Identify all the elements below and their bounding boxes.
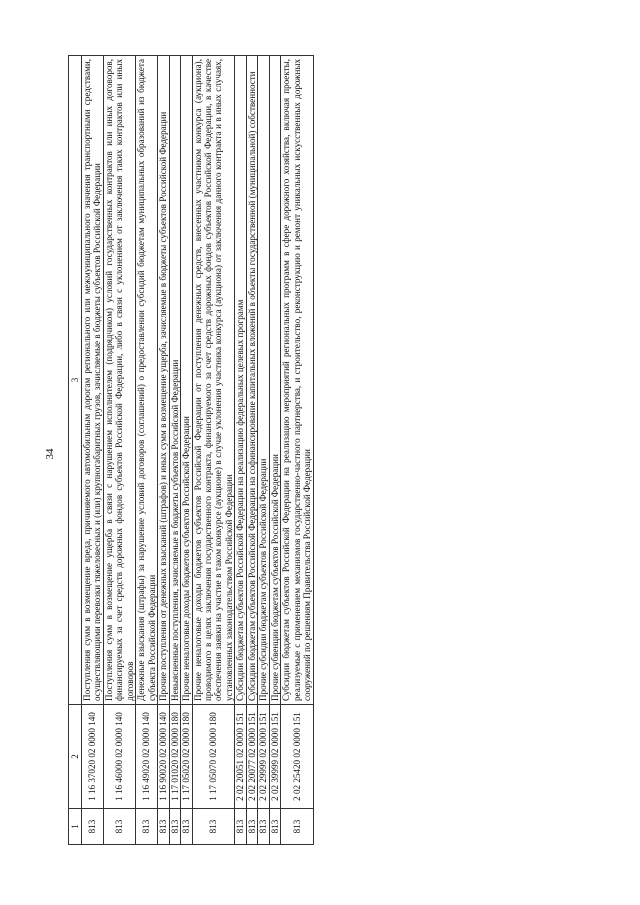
budget-code-cell: 2 02 39999 02 0000 151 [269, 705, 280, 809]
description-cell: Субсидии бюджетам субъектов Российской Федерации на реализацию мероприятий региональных программ в сфере дорожного хозяйства, включая проекты, реализуемые с применением механизмов государственно-частного партнерства, и строительство, реконструкцию и ремонт уникальных искусственных дорожных сооружений по решениям Правительства Российской Федерации [281, 56, 313, 705]
description-cell: Прочие неналоговые доходы бюджетов субъектов Российской Федерации [181, 56, 192, 705]
admin-code-cell: 813 [136, 809, 158, 845]
admin-code-cell: 813 [82, 809, 104, 845]
table-row [235, 56, 246, 845]
admin-code-cell: 813 [269, 809, 280, 845]
table-row [258, 56, 269, 845]
budget-code-cell: 1 16 90020 02 0000 140 [158, 705, 169, 809]
description-cell: Прочие субсидии бюджетам субъектов Российской Федерации [258, 56, 269, 705]
admin-code-cell: 813 [281, 809, 313, 845]
budget-code-cell: 2 02 20051 02 0000 151 [235, 705, 246, 809]
table-row [136, 56, 158, 845]
table-row [281, 56, 313, 845]
table-row [82, 56, 104, 845]
description-cell: Денежные взыскания (штрафы) за нарушение условий договоров (соглашений) о предоставлении субсидий бюджетам муниципальных образований из бюджета субъекта Российской Федерации [136, 56, 158, 705]
header-row [69, 56, 82, 845]
description-cell: Прочие поступления от денежных взысканий (штрафов) и иных сумм в возмещение ущерба, зачисляемые в бюджеты субъектов Российской Федерации [158, 56, 169, 705]
income-codes-table [68, 55, 314, 845]
table-row [158, 56, 169, 845]
budget-code-cell: 2 02 29999 02 0000 151 [258, 705, 269, 809]
description-cell: Поступления сумм в возмещение ущерба в связи с нарушением исполнителем (подрядчиком) условий государственных контрактов или иных договоров, финансируемых за счет средств дорожных фондов субъектов Российской Федерации, либо в связи с уклонением от заключения таких контрактов или иных договоров [103, 56, 135, 705]
table-row [192, 56, 235, 845]
admin-code-cell: 813 [169, 809, 180, 845]
description-cell: Прочие субвенции бюджетам субъектов Российской Федерации [269, 56, 280, 705]
column-header-1: 1 [69, 809, 82, 845]
admin-code-cell: 813 [192, 809, 235, 845]
admin-code-cell: 813 [181, 809, 192, 845]
column-header-3: 3 [69, 56, 82, 705]
budget-code-cell: 1 16 46000 02 0000 140 [103, 705, 135, 809]
description-cell: Субсидии бюджетам субъектов Российской Федерации на софинансирование капитальных вложений в объекты государственной (муниципальной) собственности [246, 56, 257, 705]
table-row [246, 56, 257, 845]
description-cell: Невыясненные поступления, зачисляемые в бюджеты субъектов Российской Федерации [169, 56, 180, 705]
budget-code-cell: 1 17 05020 02 0000 180 [181, 705, 192, 809]
page-number: 34 [44, 448, 56, 460]
budget-code-cell: 1 17 01020 02 0000 180 [169, 705, 180, 809]
admin-code-cell: 813 [258, 809, 269, 845]
description-cell: Прочие неналоговые доходы бюджетов субъектов Российской Федерации от поступления денежных средств, внесенных участником конкурса (аукциона), проводимого в целях заключения государственного контракта, финансируемого за счет средств дорожных фондов субъектов Российской Федерации, в качестве обеспечения заявки на участие в таком конкурсе (аукционе) в случае уклонения участника конкурса (аукциона) от заключения данного контракта и в иных случаях, установленных законодательством Российской Федерации [192, 56, 235, 705]
budget-code-cell: 1 16 37020 02 0000 140 [82, 705, 104, 809]
description-cell: Поступления сумм в возмещение вреда, причиняемого автомобильным дорогам регионального или межмуниципального значения транспортными средствами, осуществляющими перевозки тяжеловесных и (или) крупногабаритных грузов, зачисляемые в бюджеты субъектов Российской Федерации [82, 56, 104, 705]
budget-code-cell: 1 17 05070 02 0000 180 [192, 705, 235, 809]
rotated-table-container [68, 55, 558, 845]
table-row [169, 56, 180, 845]
table-row [269, 56, 280, 845]
budget-code-cell: 2 02 20077 02 0000 151 [246, 705, 257, 809]
admin-code-cell: 813 [103, 809, 135, 845]
column-header-2: 2 [69, 705, 82, 809]
admin-code-cell: 813 [158, 809, 169, 845]
table-row [181, 56, 192, 845]
budget-code-cell: 1 16 49020 02 0000 140 [136, 705, 158, 809]
description-cell: Субсидии бюджетам субъектов Российской Федерации на реализацию федеральных целевых программ [235, 56, 246, 705]
budget-code-cell: 2 02 25420 02 0000 151 [281, 705, 313, 809]
admin-code-cell: 813 [235, 809, 246, 845]
admin-code-cell: 813 [246, 809, 257, 845]
table-row [103, 56, 135, 845]
